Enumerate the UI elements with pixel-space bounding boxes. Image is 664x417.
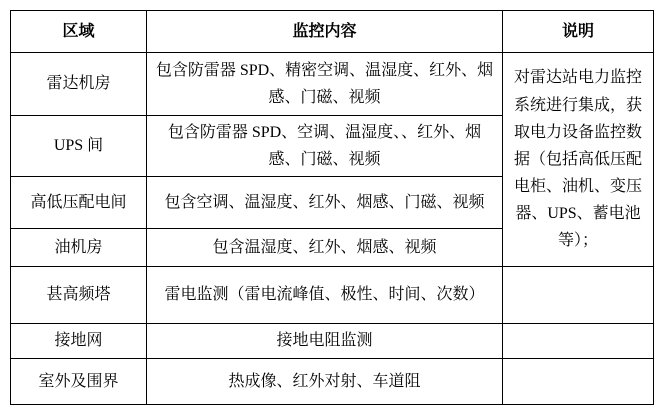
cell-content: 接地电阻监测 — [147, 324, 503, 359]
cell-area: UPS 间 — [11, 116, 147, 177]
table-row — [11, 267, 654, 324]
cell-content: 热成像、红外对射、车道阻 — [147, 359, 503, 405]
cell-merged-note: 对雷达站电力监控系统进行集成，获取电力设备监控数据（包括高低压配电柜、油机、变压器、UPS、蓄电池等）； — [503, 53, 654, 267]
cell-content: 包含防雷器 SPD、精密空调、温湿度、红外、烟感、门磁、视频 — [147, 53, 503, 116]
table-row — [11, 324, 654, 359]
cell-content: 包含温湿度、红外、烟感、视频 — [147, 229, 503, 267]
cell-note-empty — [503, 324, 654, 359]
monitoring-table — [10, 10, 654, 405]
table-row — [11, 53, 654, 116]
cell-area: 高低压配电间 — [11, 177, 147, 229]
cell-area: 甚高频塔 — [11, 267, 147, 324]
table-row — [11, 359, 654, 405]
cell-area: 油机房 — [11, 229, 147, 267]
cell-area: 室外及围界 — [11, 359, 147, 405]
header-area: 区域 — [11, 11, 147, 53]
header-content: 监控内容 — [147, 11, 503, 53]
header-note: 说明 — [503, 11, 654, 53]
cell-content: 包含空调、温湿度、红外、烟感、门磁、视频 — [147, 177, 503, 229]
table-header-row — [11, 11, 654, 53]
cell-area: 接地网 — [11, 324, 147, 359]
cell-note-empty — [503, 267, 654, 324]
cell-content: 雷电监测（雷电流峰值、极性、时间、次数） — [147, 267, 503, 324]
cell-note-empty — [503, 359, 654, 405]
cell-area: 雷达机房 — [11, 53, 147, 116]
cell-content: 包含防雷器 SPD、空调、温湿度、、红外、烟感、门磁、视频 — [147, 116, 503, 177]
